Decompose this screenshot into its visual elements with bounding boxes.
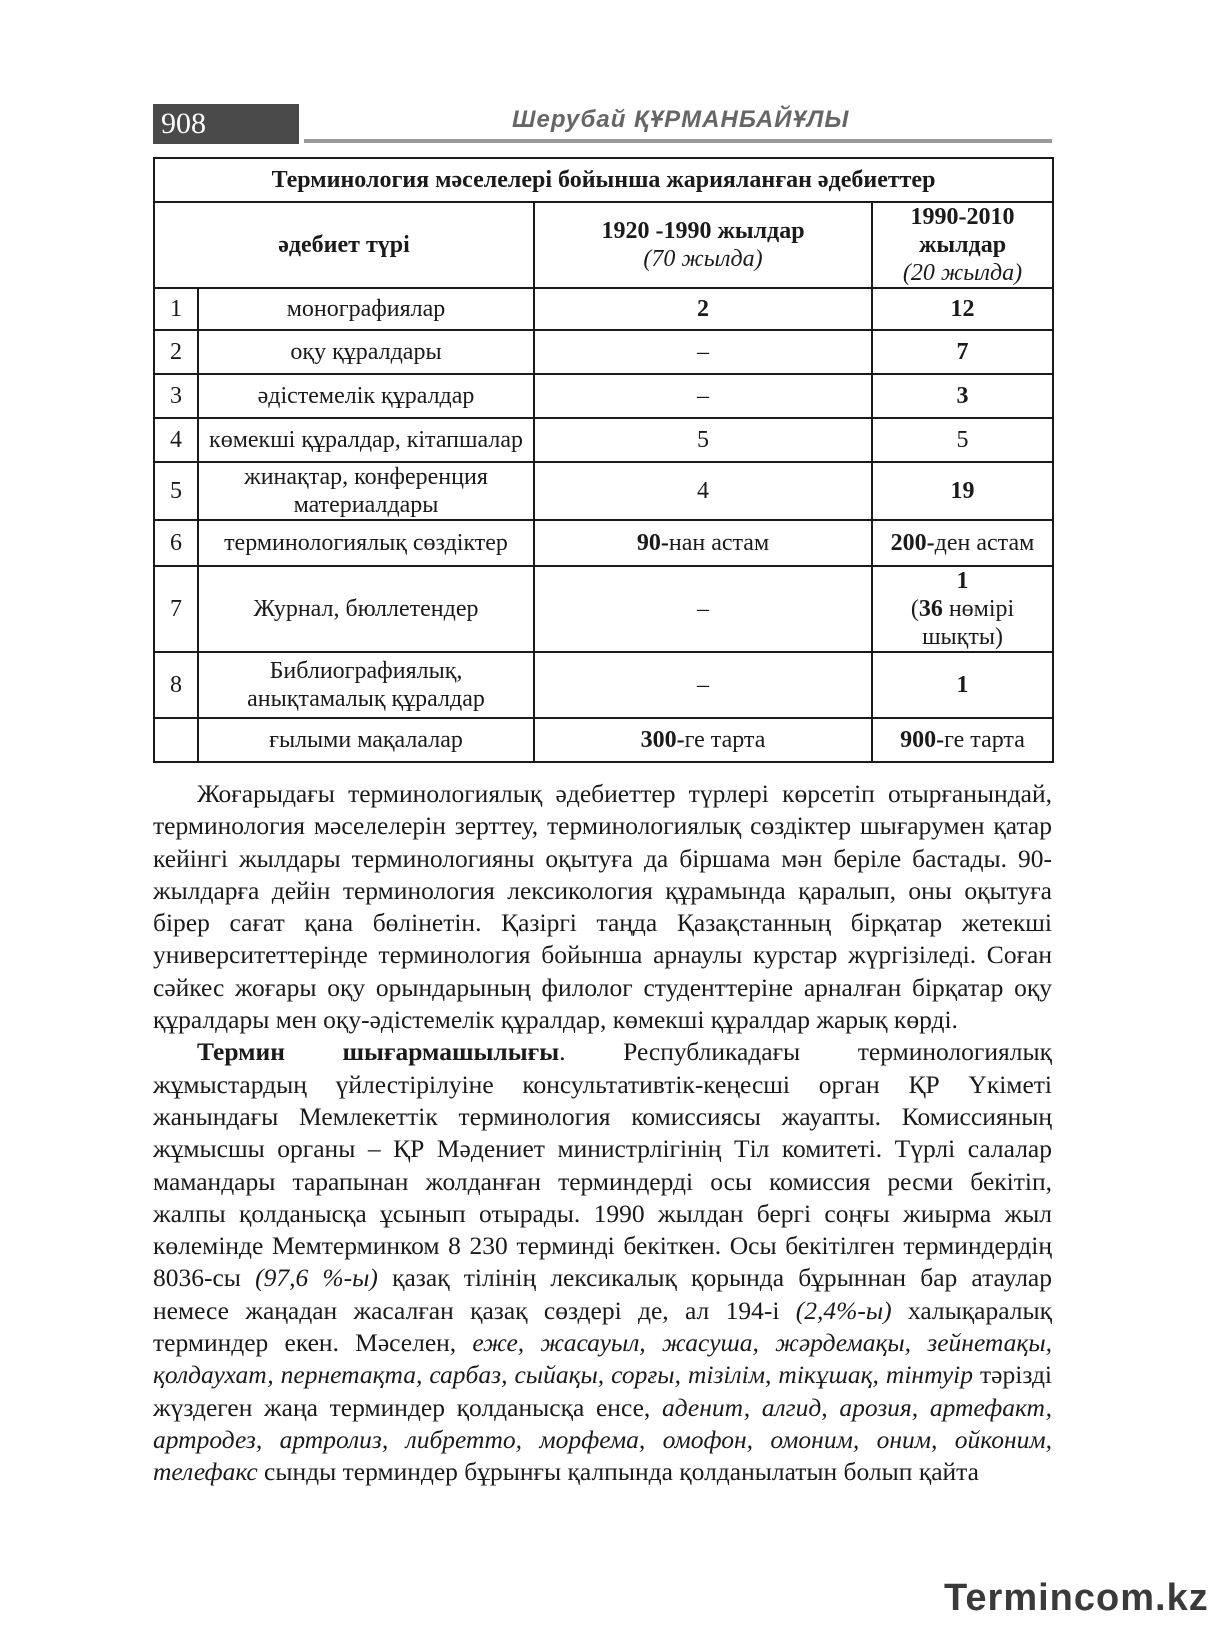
value-note-open: ( <box>910 596 919 622</box>
value-suffix: 5 <box>697 427 709 453</box>
row-number: 2 <box>154 330 198 374</box>
row-type: терминологиялық сөздіктер <box>198 520 534 566</box>
row-period1 <box>534 566 872 652</box>
italic-run: (97,6 %-ы) <box>255 1263 378 1293</box>
value-suffix: 5 <box>956 427 969 453</box>
row-period1 <box>534 374 872 418</box>
value-suffix: ден астам <box>934 530 1035 556</box>
table-row <box>154 418 1053 462</box>
row-period1 <box>534 288 872 330</box>
value-bold: 90- <box>636 530 669 556</box>
table-header-row <box>154 202 1053 288</box>
header-rule <box>304 139 1052 143</box>
value-bold: 7 <box>956 339 969 365</box>
row-period1 <box>534 330 872 374</box>
value-suffix: ге тарта <box>684 727 766 753</box>
table-row <box>154 566 1053 652</box>
row-type: Журнал, бюллетендер <box>198 566 534 652</box>
value-bold: 1 <box>956 568 969 594</box>
row-number <box>154 718 198 762</box>
row-type: көмекші құралдар, кітапшалар <box>198 418 534 462</box>
period2-sublabel: (20 жылда) <box>902 260 1023 286</box>
value-suffix: ге тарта <box>944 727 1025 753</box>
page-number: 908 <box>153 104 299 144</box>
section-term-bold: Термин шығармашылығы <box>197 1037 560 1067</box>
row-period2 <box>872 374 1053 418</box>
column-header-type: әдебиет түрі <box>154 202 534 288</box>
table-row <box>154 288 1053 330</box>
text-run: . Республикадағы терминологиялық жұмыстардың үйлестірілуіне консультативтік-кеңесші орган ҚР Үкіметі жанындағы Мемлекеттік терминология комиссиясы жауапты. Комиссияның жұмысшы органы – ҚР Мәдениет министрлігінің Тіл комитеті. Түрлі салалар мамандары тарапынан жолданған терминдерді осы комиссия ресми бекітіп, жалпы қолданысқа ұсынып отырады. 1990 жылдан бергі соңғы жиырма жыл көлемінде Мемтерминком 8 230 терминді бекіткен. Осы бекітілген терминдердің 8036-сы <box>153 1037 1052 1293</box>
value-bold: 300- <box>640 727 685 753</box>
row-number: 4 <box>154 418 198 462</box>
value-note: нөмірі шықты) <box>922 596 1015 650</box>
row-type: Библиографиялық, анықтамалық құралдар <box>198 652 534 718</box>
paragraph <box>153 1036 1052 1488</box>
row-period1 <box>534 520 872 566</box>
row-period2 <box>872 652 1053 718</box>
row-type: монографиялар <box>198 288 534 330</box>
row-period2 <box>872 718 1053 762</box>
row-period1 <box>534 462 872 520</box>
value-suffix: 4 <box>697 478 709 504</box>
text-run: халықаралық терминдер екен. Мәселен, <box>153 1295 1053 1358</box>
row-period2 <box>872 330 1053 374</box>
column-header-period2 <box>872 202 1053 288</box>
body-text <box>153 778 1052 1489</box>
text-run: сынды терминдер бұрынғы қалпында қолданылатын болып қайта <box>257 1457 979 1487</box>
table-row <box>154 374 1053 418</box>
row-type: ғылыми мақалалар <box>198 718 534 762</box>
row-type: оқу құралдары <box>198 330 534 374</box>
row-number: 8 <box>154 652 198 718</box>
row-number: 6 <box>154 520 198 566</box>
row-type: әдістемелік құралдар <box>198 374 534 418</box>
column-header-period1 <box>534 202 872 288</box>
table-caption: Терминология мәселелері бойынша жарияланған әдебиеттер <box>154 158 1053 202</box>
period1-label: 1920 -1990 жылдар <box>601 218 805 244</box>
value-bold: 900- <box>900 727 945 753</box>
row-period2 <box>872 462 1053 520</box>
value-bold: 1 <box>956 672 969 698</box>
value-bold: 3 <box>956 383 969 409</box>
value-bold: 12 <box>950 296 975 322</box>
italic-run: (2,4%-ы) <box>795 1295 892 1325</box>
italic-run: аденит, алгид, арозия, артефакт, артродез, артролиз, либретто, морфема, омофон, омоним, оним, ойконим, телефакс <box>153 1392 1052 1487</box>
row-period2 <box>872 288 1053 330</box>
period2-label: 1990-2010 жылдар <box>910 204 1015 258</box>
value-bold: 200- <box>890 530 935 556</box>
text-run: тәрізді жүздеген жаңа терминдер қолданысқа енсе, <box>153 1360 1053 1422</box>
value-note-bold: 36 <box>918 596 943 622</box>
row-type: жинақтар, конференция материалдары <box>198 462 534 520</box>
row-period2 <box>872 566 1053 652</box>
table-row <box>154 520 1053 566</box>
value-suffix: – <box>697 672 709 698</box>
value-suffix: нан астам <box>668 530 770 556</box>
period1-sublabel: (70 жылда) <box>643 246 763 272</box>
row-period1 <box>534 718 872 762</box>
paragraph: Жоғарыдағы терминологиялық әдебиеттер түрлері көрсетіп отырғанындай, терминология мәселелерін зерттеу, терминологиялық сөздіктер шығарумен қатар кейінгі жылдары терминологияны оқытуға да біршама мән беріле бастады. 90-жылдарға дейін терминология лексикология құрамында қаралып, оны оқытуға бірер сағат қана бөлінетін. Қазіргі таңда Қазақстанның бірқатар жетекші университеттерінде терминология бойынша арнаулы курстар жүргізіледі. Соған сәйкес жоғары оқу орындарының филолог студенттеріне арналған бірқатар оқу құралдары мен оқу-әдістемелік құралдар, көмекші құралдар жарық көрді. <box>153 779 1052 1035</box>
literature-table <box>153 157 1054 763</box>
value-suffix: – <box>697 596 709 622</box>
text-run: қазақ тілінің лексикалық қорында бұрыннан бар атаулар немесе жаңадан жасалған қазақ сөздері де, ал 194-і <box>153 1263 1052 1325</box>
table-row <box>154 330 1053 374</box>
row-period1 <box>534 418 872 462</box>
table-row <box>154 462 1053 520</box>
value-bold: 2 <box>697 296 709 322</box>
running-header-author: Шерубай ҚҰРМАНБАЙҰЛЫ <box>512 106 850 133</box>
table-row <box>154 652 1053 718</box>
row-number: 7 <box>154 566 198 652</box>
row-period2 <box>872 418 1053 462</box>
value-suffix: – <box>697 383 709 409</box>
row-number: 5 <box>154 462 198 520</box>
row-number: 1 <box>154 288 198 330</box>
value-bold: 19 <box>950 478 975 504</box>
row-period2 <box>872 520 1053 566</box>
row-period1 <box>534 652 872 718</box>
table-row <box>154 718 1053 762</box>
row-number: 3 <box>154 374 198 418</box>
site-watermark: Termincom.kz <box>944 1577 1209 1619</box>
italic-run: еже, жасауыл, жасуша, жәрдемақы, зейнетақы, қолдаухат, пернетақта, сарбаз, сыйақы, сорғы, тізілім, тікұшақ, тінтуір <box>153 1328 1052 1390</box>
value-suffix: – <box>697 339 709 365</box>
